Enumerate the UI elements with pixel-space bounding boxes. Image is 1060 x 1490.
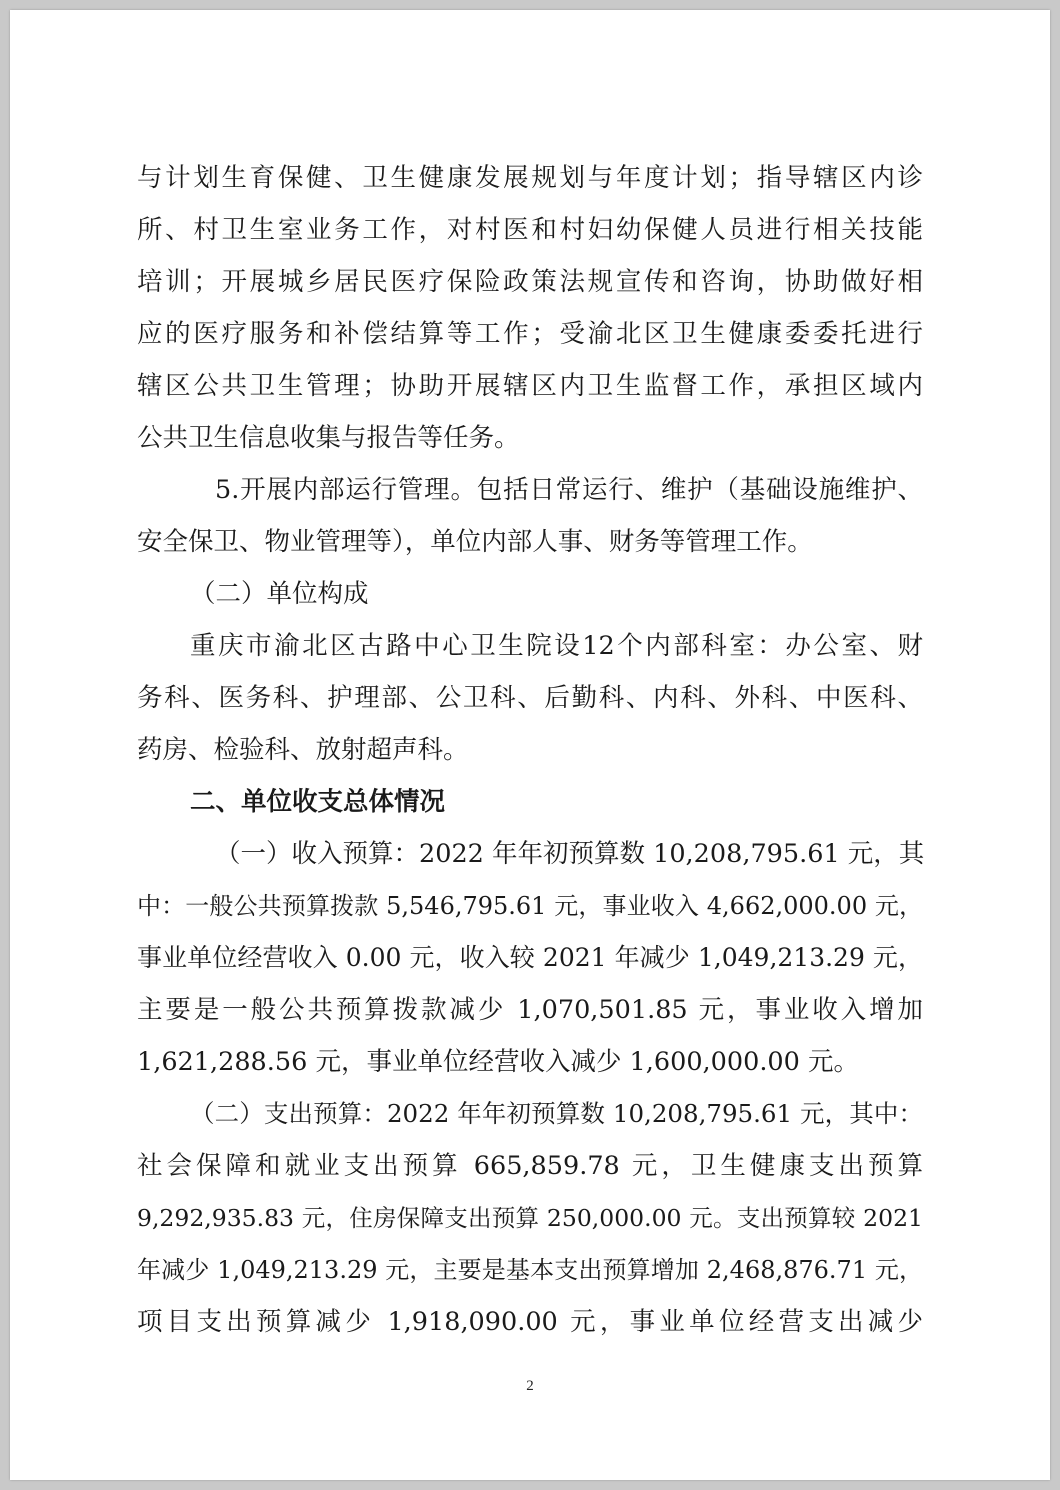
body-text-line: 与计划生育保健、卫生健康发展规划与年度计划；指导辖区内诊 bbox=[137, 163, 923, 193]
body-text-line: 辖区公共卫生管理；协助开展辖区内卫生监督工作，承担区域内 bbox=[137, 371, 923, 401]
body-text-line: 公共卫生信息收集与报告等任务。 bbox=[137, 423, 520, 453]
body-text-line: 事业单位经营收入 0.00 元，收入较 2021 年减少 1,049,213.29 元， bbox=[137, 943, 923, 972]
section-heading: （二）单位构成 bbox=[190, 579, 369, 609]
body-text-line: 培训；开展城乡居民医疗保险政策法规宣传和咨询，协助做好相 bbox=[137, 267, 923, 297]
body-text-line: 药房、检验科、放射超声科。 bbox=[137, 735, 469, 765]
body-text-line: 1,621,288.56 元，事业单位经营收入减少 1,600,000.00 元。 bbox=[137, 1047, 859, 1077]
body-text-line: 中：一般公共预算拨款 5,546,795.61 元，事业收入 4,662,000.00 元， bbox=[137, 892, 923, 920]
body-text-line: 5.开展内部运行管理。包括日常运行、维护（基础设施维护、 bbox=[215, 475, 923, 505]
body-text-line: （一）收入预算：2022 年年初预算数 10,208,795.61 元，其 bbox=[215, 839, 925, 869]
body-text-line: 社会保障和就业支出预算 665,859.78 元，卫生健康支出预算 bbox=[137, 1151, 923, 1181]
page-number: 2 bbox=[526, 1378, 534, 1394]
document-page bbox=[10, 10, 1050, 1480]
body-text-line: 重庆市渝北区古路中心卫生院设12个内部科室：办公室、财 bbox=[190, 631, 923, 661]
body-text-line: 9,292,935.83 元，住房保障支出预算 250,000.00 元。支出预算较 2021 bbox=[137, 1204, 923, 1232]
body-text-line: 项目支出预算减少 1,918,090.00 元，事业单位经营支出减少 bbox=[137, 1307, 923, 1337]
body-text-line: 务科、医务科、护理部、公卫科、后勤科、内科、外科、中医科、 bbox=[137, 683, 923, 713]
body-text-line: 应的医疗服务和补偿结算等工作；受渝北区卫生健康委委托进行 bbox=[137, 319, 923, 349]
chapter-heading: 二、单位收支总体情况 bbox=[190, 787, 446, 817]
body-text-line: 主要是一般公共预算拨款减少 1,070,501.85 元，事业收入增加 bbox=[137, 995, 923, 1025]
body-text-line: 所、村卫生室业务工作，对村医和村妇幼保健人员进行相关技能 bbox=[137, 215, 923, 245]
body-text-line: 安全保卫、物业管理等），单位内部人事、财务等管理工作。 bbox=[137, 527, 813, 557]
body-text-line: （二）支出预算：2022 年年初预算数 10,208,795.61 元，其中： bbox=[190, 1099, 923, 1128]
body-text-line: 年减少 1,049,213.29 元，主要是基本支出预算增加 2,468,876.71 元， bbox=[137, 1256, 923, 1284]
